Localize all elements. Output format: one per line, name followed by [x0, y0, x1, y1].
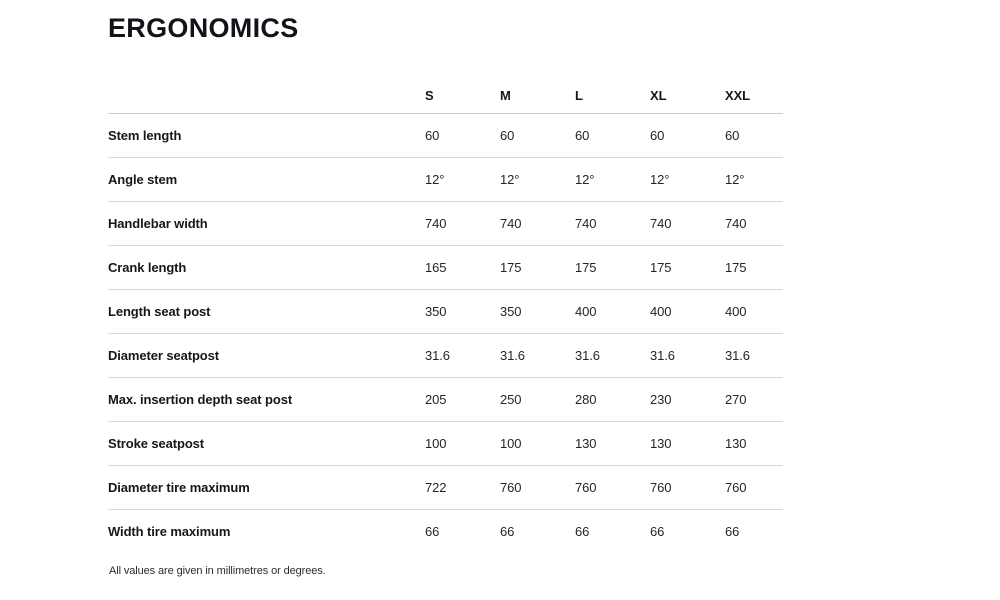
spec-value-cell: 165	[425, 246, 500, 290]
spec-value-cell: 31.6	[425, 334, 500, 378]
spec-value-cell: 740	[725, 202, 783, 246]
spec-value-cell: 31.6	[725, 334, 783, 378]
spec-value-cell: 722	[425, 466, 500, 510]
spec-value-cell: 760	[575, 466, 650, 510]
table-row	[108, 334, 783, 378]
table-row	[108, 422, 783, 466]
spec-value-cell: 280	[575, 378, 650, 422]
spec-value-cell: 12°	[725, 158, 783, 202]
table-row	[108, 158, 783, 202]
size-column-header: S	[425, 77, 500, 114]
table-row	[108, 466, 783, 510]
row-label: Handlebar width	[108, 202, 425, 246]
spec-value-cell: 66	[575, 524, 590, 539]
row-label: Crank length	[108, 246, 425, 290]
spec-value-cell: 740	[650, 202, 725, 246]
spec-value-cell: 175	[725, 246, 783, 290]
spec-value-cell: 175	[650, 246, 725, 290]
spec-value-cell: 66	[500, 524, 515, 539]
spec-value-cell: 31.6	[650, 334, 725, 378]
spec-value-cell: 740	[425, 202, 500, 246]
spec-value-cell: 60	[575, 114, 650, 158]
spec-value-cell: 760	[725, 466, 783, 510]
size-column-header: M	[500, 77, 575, 114]
size-column-header: XL	[650, 77, 725, 114]
ergonomics-spec-table	[108, 77, 783, 553]
table-row	[108, 510, 783, 554]
spec-value-cell: 130	[575, 422, 650, 466]
spec-value-cell: 130	[725, 422, 783, 466]
row-label-column-header	[108, 77, 425, 114]
spec-value-cell: 400	[725, 290, 783, 334]
spec-value-cell: 31.6	[500, 334, 575, 378]
spec-value-cell: 100	[425, 422, 500, 466]
row-label: Length seat post	[108, 290, 425, 334]
spec-value-cell: 66	[425, 524, 440, 539]
spec-value-cell: 12°	[575, 158, 650, 202]
table-row	[108, 114, 783, 158]
spec-value-cell: 12°	[650, 158, 725, 202]
spec-value-cell: 12°	[425, 158, 500, 202]
spec-value-cell: 60	[500, 114, 575, 158]
spec-value-cell: 760	[650, 466, 725, 510]
row-label: Diameter tire maximum	[108, 466, 425, 510]
spec-value-cell: 130	[650, 422, 725, 466]
page-title: ERGONOMICS	[108, 13, 299, 43]
spec-value-cell: 100	[500, 422, 575, 466]
spec-value-cell: 740	[575, 202, 650, 246]
units-footnote: All values are given in millimetres or degrees.	[109, 565, 326, 577]
table-row	[108, 246, 783, 290]
row-label: Stroke seatpost	[108, 422, 425, 466]
row-label: Max. insertion depth seat post	[108, 378, 425, 422]
spec-value-cell: 400	[650, 290, 725, 334]
spec-value-cell: 31.6	[575, 334, 650, 378]
spec-value-cell: 270	[725, 378, 783, 422]
size-column-header: XXL	[725, 77, 783, 114]
row-label: Angle stem	[108, 158, 425, 202]
spec-value-cell: 400	[575, 290, 650, 334]
table-row	[108, 378, 783, 422]
spec-value-cell: 175	[500, 246, 575, 290]
row-label: Diameter seatpost	[108, 334, 425, 378]
size-column-header: L	[575, 77, 650, 114]
spec-value-cell: 230	[650, 378, 725, 422]
spec-value-cell: 60	[425, 114, 500, 158]
spec-value-cell: 350	[425, 290, 500, 334]
spec-value-cell: 740	[500, 202, 575, 246]
spec-value-cell: 66	[650, 524, 665, 539]
spec-value-cell: 250	[500, 378, 575, 422]
spec-value-cell: 60	[650, 114, 725, 158]
spec-value-cell: 12°	[500, 158, 575, 202]
spec-value-cell: 175	[575, 246, 650, 290]
spec-table-body	[108, 114, 783, 554]
size-header-row	[108, 77, 783, 114]
table-row	[108, 202, 783, 246]
spec-value-cell: 66	[725, 524, 740, 539]
row-label: Stem length	[108, 114, 425, 158]
spec-value-cell: 350	[500, 290, 575, 334]
table-row	[108, 290, 783, 334]
spec-value-cell: 760	[500, 466, 575, 510]
spec-value-cell: 60	[725, 114, 783, 158]
spec-value-cell: 205	[425, 378, 500, 422]
row-label: Width tire maximum	[108, 524, 231, 539]
